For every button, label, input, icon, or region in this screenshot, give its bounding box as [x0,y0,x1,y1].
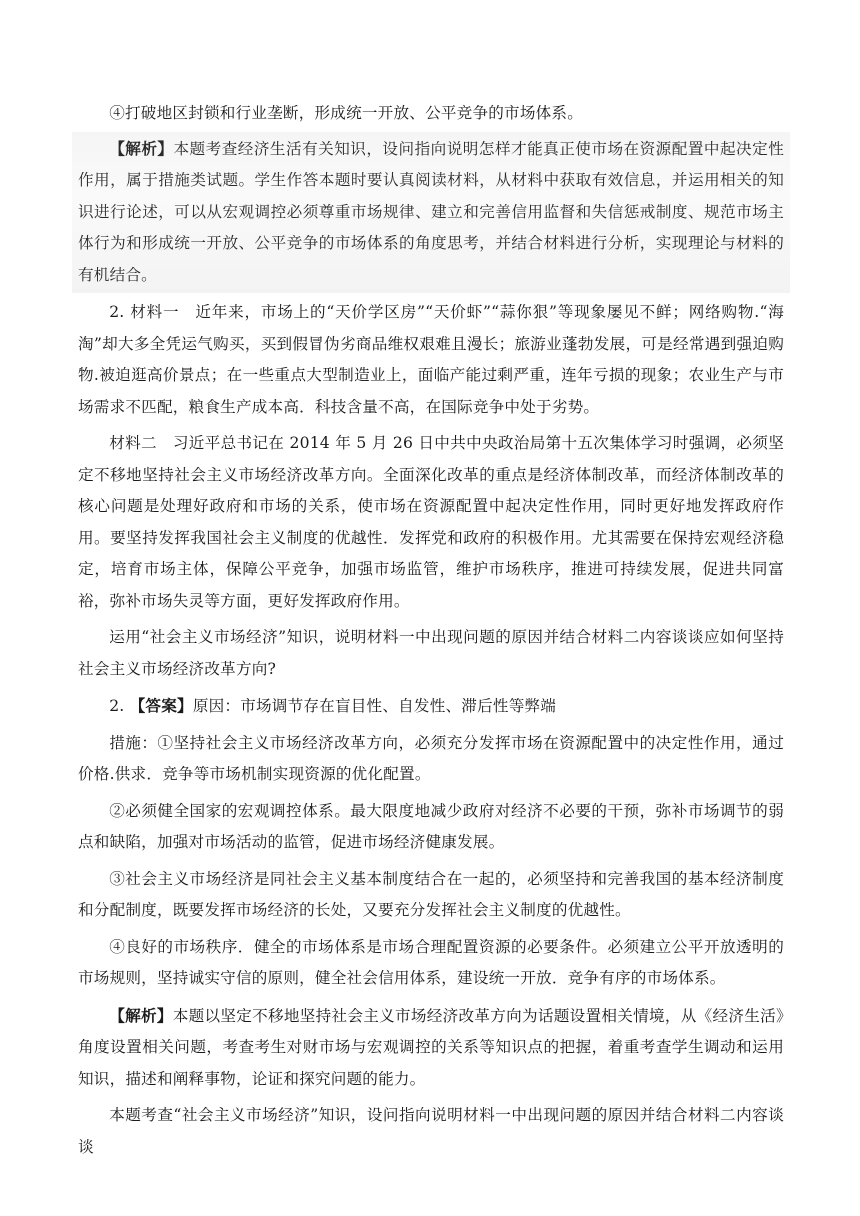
material-2 [78,428,784,617]
answer-text: 原因：市场调节存在盲目性、自发性、滞后性等弊端 [192,697,557,715]
answer-paragraph [78,690,784,723]
analysis-text: 本题考查经济生活有关知识，设问指向说明怎样才能真正使市场在资源配置中起决定性作用，属于措施类试题。学生作答本题时要认真阅读材料，从材料中获取有效信息，并运用相关的知识进行论述，可以从宏观调控必须尊重市场规律、建立和完善信用监督和失信惩戒制度、规范市场主体行为和形成统一开放、公平竞争的市场体系的角度思考，并结合材料进行分析，实现理论与材料的有机结合。 [78,139,784,284]
final-paragraph: 本题考查“社会主义市场经济”知识，设问指向说明材料一中出现问题的原因并结合材料二内容谈谈 [78,1106,784,1156]
answer-tag: 【答案】 [129,696,193,715]
analysis-tag: 【解析】 [109,1005,173,1025]
measure-1: 措施：①坚持社会主义市场经济改革方向，必须充分发挥市场在资源配置中的决定性作用，通过价格.供求．竞争等市场机制实现资源的优化配置。 [78,733,784,783]
analysis-paragraph-2 [78,1000,784,1096]
answer-point-4: ④打破地区封锁和行业垄断，形成统一开放、公平竞争的市场体系。 [109,104,584,122]
question-prompt: 运用“社会主义市场经济”知识，说明材料一中出现问题的原因并结合材料二内容谈谈应如何坚持社会主义市场经济改革方向? [78,628,784,678]
document-page [78,98,784,1168]
material-1-text: 近年来，市场上的“天价学区房”“天价虾”“蒜你狠”等现象屡见不鲜；网络购物.“海淘”却大多全凭运气购买，买到假冒伪劣商品维权艰难且漫长；旅游业蓬勃发展，可是经常遇到强迫购物.被迫逛高价景点；在一些重点大型制造业上，面临产能过剩严重，连年亏损的现象；农业生产与市场需求不匹配，粮食生产成本高．科技含量不高，在国际竞争中处于劣势。 [78,303,784,416]
analysis-text: 本题以坚定不移地坚持社会主义市场经济改革方向为话题设置相关情境，从《经济生活》角度设置相关问题，考查考生对财市场与宏观调控的关系等知识点的把握，着重考查学生调动和运用知识，描述和阐释事物，论证和探究问题的能力。 [78,1006,784,1088]
analysis-paragraph-1 [72,132,790,294]
question-2-material-1 [78,297,784,423]
measure-3: ③社会主义市场经济是同社会主义基本制度结合在一起的，必须坚持和完善我国的基本经济制度和分配制度，既要发挥市场经济的长处，又要充分发挥社会主义制度的优越性。 [78,869,784,919]
measure-4: ④良好的市场秩序．健全的市场体系是市场合理配置资源的必要条件。必须建立公平开放透明的市场规则，坚持诚实守信的原则，健全社会信用体系，建设统一开放．竞争有序的市场体系。 [78,937,784,987]
measure-2: ②必须健全国家的宏观调控体系。最大限度地减少政府对经济不必要的干预，弥补市场调节的弱点和缺陷，加强对市场活动的监管，促进市场经济健康发展。 [78,801,784,851]
answer-number: 2. [109,697,130,715]
material-1-label: 2. 材料一 [109,303,180,321]
material-2-text: 习近平总书记在 2014 年 5 月 26 日中共中央政治局第十五次集体学习时强调，必须坚定不移地坚持社会主义市场经济改革方向。全面深化改革的重点是经济体制改革，而经济体制改革的核心问题是处理好政府和市场的关系，使市场在资源配置中起决定性作用，同时更好地发挥政府作用。要坚持发挥我国社会主义制度的优越性．发挥党和政府的积极作用。尤其需要在保持宏观经济稳定，培育市场主体，保障公平竞争，加强市场监管，维护市场秩序，推进可持续发展，促进共同富裕，弥补市场失灵等方面，更好发挥政府作用。 [78,434,784,610]
material-2-label: 材料二 [109,434,157,452]
analysis-tag: 【解析】 [109,139,174,158]
